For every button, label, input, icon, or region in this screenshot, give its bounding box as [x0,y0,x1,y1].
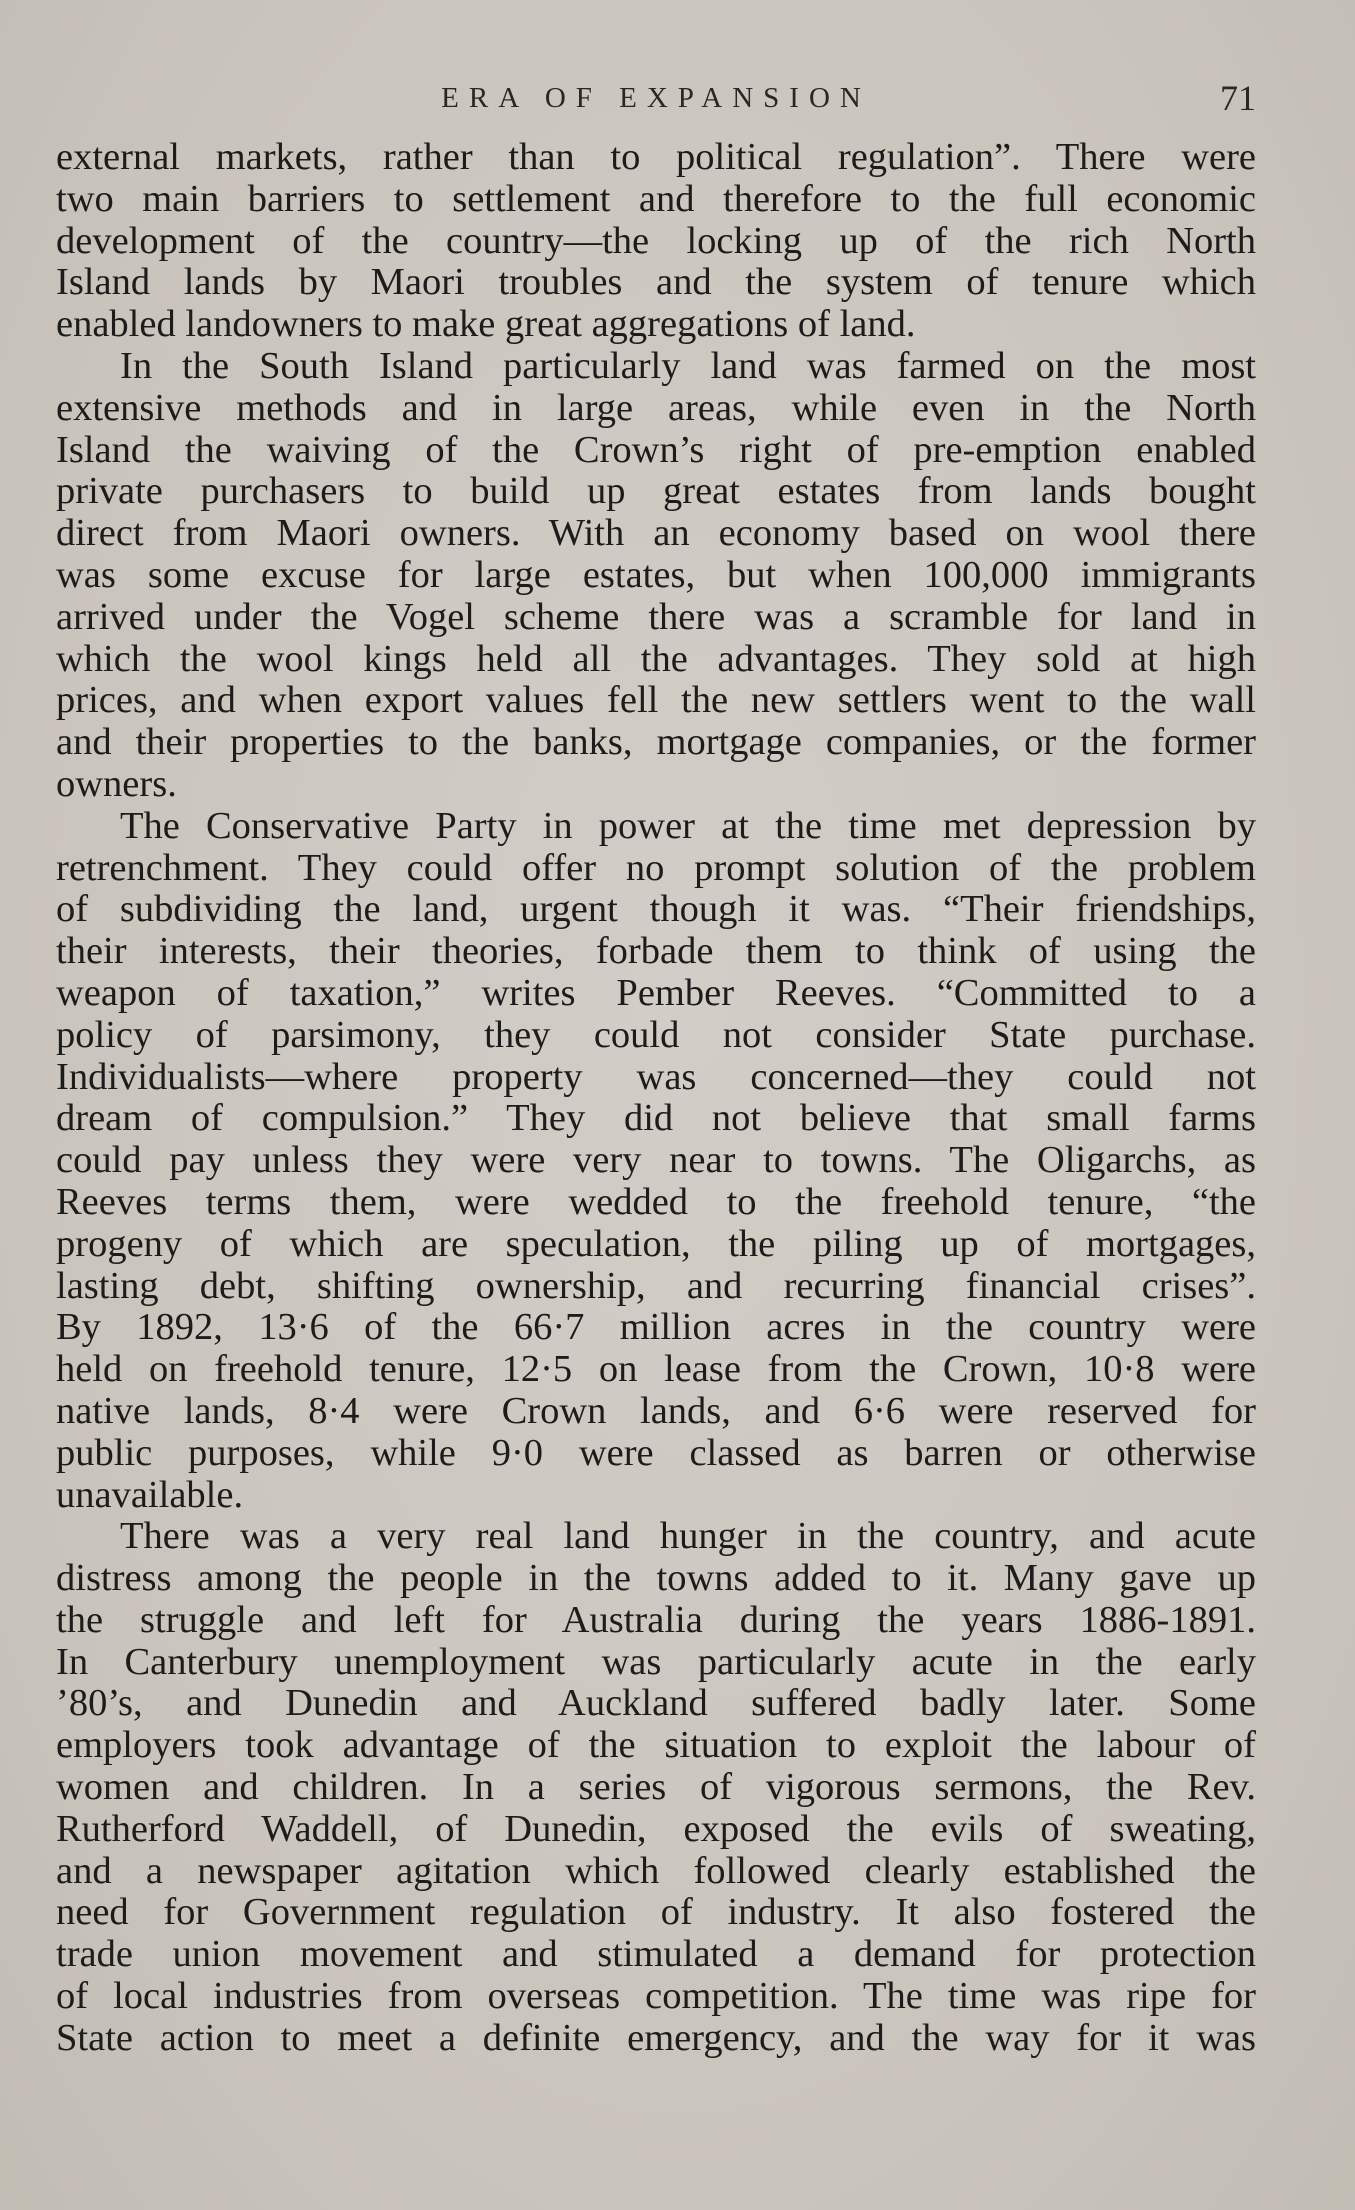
text-line: owners. [56,762,177,805]
paragraph [56,346,1256,806]
text-line: In the South Island particularly land was farmed on the most [120,344,1256,387]
text-line: Reeves terms them, were wedded to the freehold tenure, “the [56,1180,1256,1223]
text-line: ’80’s, and Dunedin and Auckland suffered badly later. Some [56,1682,1256,1725]
text-line: external markets, rather than to political regulation”. There were [56,136,1256,178]
text-line: State action to meet a definite emergency, and the way for it was [56,2016,1256,2059]
text-line: distress among the people in the towns added to it. Many gave up [56,1557,1256,1600]
text-line: trade union movement and stimulated a demand for protection [56,1933,1256,1976]
text-line: progeny of which are speculation, the piling up of mortgages, [56,1222,1256,1265]
text-line: of local industries from overseas competition. The time was ripe for [56,1975,1256,2018]
text-line: dream of compulsion.” They did not believe that small farms [56,1097,1256,1140]
page-number: 71 [1220,78,1256,118]
text-line: public purposes, while 9·0 were classed as barren or otherwise [56,1431,1256,1474]
text-line: Individualists—where property was concerned—they could not [56,1055,1256,1098]
text-line: held on freehold tenure, 12·5 on lease from the Crown, 10·8 were [56,1348,1256,1391]
text-line: women and children. In a series of vigorous sermons, the Rev. [56,1766,1256,1809]
text-line: arrived under the Vogel scheme there was a scramble for land in [56,595,1256,638]
body-text [56,137,1256,2060]
text-line: extensive methods and in large areas, while even in the North [56,386,1256,429]
text-line: of subdividing the land, urgent though it was. “Their friendships, [56,888,1256,931]
text-line: retrenchment. They could offer no prompt solution of the problem [56,846,1256,889]
text-line: enabled landowners to make great aggregations of land. [56,303,916,346]
paragraph [56,806,1256,1517]
text-line: weapon of taxation,” writes Pember Reeves. “Committed to a [56,971,1256,1014]
text-line: By 1892, 13·6 of the 66·7 million acres in the country were [56,1306,1256,1349]
text-line: There was a very real land hunger in the country, and acute [120,1515,1256,1558]
text-line: unavailable. [56,1473,244,1516]
text-line: employers took advantage of the situation to exploit the labour of [56,1724,1256,1767]
text-line: and their properties to the banks, mortgage companies, or the former [56,721,1256,764]
text-line: need for Government regulation of industry. It also fostered the [56,1891,1256,1934]
text-line: The Conservative Party in power at the time met depression by [120,804,1256,847]
paragraph [56,137,1256,346]
text-line: two main barriers to settlement and therefore to the full economic [56,177,1256,220]
text-line: policy of parsimony, they could not consider State purchase. [56,1013,1256,1056]
text-line: development of the country—the locking up of the rich North [56,219,1256,262]
text-line: and a newspaper agitation which followed clearly established the [56,1849,1256,1892]
running-title: ERA OF EXPANSION [441,82,871,114]
text-line: lasting debt, shifting ownership, and recurring financial crises”. [56,1264,1256,1307]
text-line: was some excuse for large estates, but when 100,000 immigrants [56,553,1256,596]
text-line: direct from Maori owners. With an economy based on wool there [56,512,1256,555]
text-line: prices, and when export values fell the new settlers went to the wall [56,679,1256,722]
text-line: could pay unless they were very near to towns. The Oligarchs, as [56,1139,1256,1182]
text-line: Island the waiving of the Crown’s right of pre-emption enabled [56,428,1256,471]
text-line: native lands, 8·4 were Crown lands, and 6·6 were reserved for [56,1389,1256,1432]
text-line: the struggle and left for Australia during the years 1886-1891. [56,1598,1256,1641]
text-line: private purchasers to build up great estates from lands bought [56,470,1256,513]
text-line: Island lands by Maori troubles and the system of tenure which [56,261,1256,304]
running-head [56,78,1256,118]
paragraph [56,1516,1256,2059]
text-line: their interests, their theories, forbade them to think of using the [56,930,1256,973]
text-line: Rutherford Waddell, of Dunedin, exposed the evils of sweating, [56,1807,1256,1850]
text-line: which the wool kings held all the advantages. They sold at high [56,637,1256,680]
text-line: In Canterbury unemployment was particularly acute in the early [56,1640,1256,1683]
